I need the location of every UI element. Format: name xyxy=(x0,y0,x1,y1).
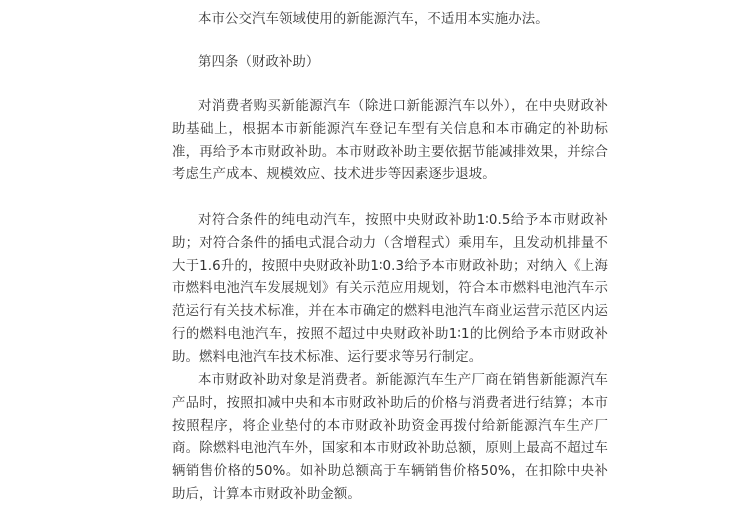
paragraph-subsidy-basis: 对消费者购买新能源汽车（除进口新能源汽车以外），在中央财政补助基础上，根据本市新能源汽车登记车型有关信息和本市确定的补助标准，再给予本市财政补助。本市财政补助主要依据节能减排效果，并综合考虑生产成本、规模效应、技术进步等因素逐步退坡。 xyxy=(172,99,608,183)
article-heading: 第四条（财政补助） xyxy=(198,55,320,70)
paragraph-bus-exclusion: 本市公交汽车领域使用的新能源汽车，不适用本实施办法。 xyxy=(198,12,549,27)
paragraph-subsidy-ratios: 对符合条件的纯电动汽车，按照中央财政补助1∶0.5给予本市财政补助；对符合条件的插电式混合动力（含增程式）乘用车，且发动机排量不大于1.6升的，按照中央财政补助1∶0.3给予本市财政补助；对纳入《上海市燃料电池汽车发展规划》有关示范应用规划，符合本市燃料电池汽车示范运行有关技术标准，并在本市确定的燃料电池汽车商业运营示范区内运行的燃料电池汽车，按照不超过中央财政补助1∶1的比例给予本市财政补助。燃料电池汽车技术标准、运行要求等另行制定。 xyxy=(172,213,608,365)
paragraph-subsidy-recipient: 本市财政补助对象是消费者。新能源汽车生产厂商在销售新能源汽车产品时，按照扣减中央和本市财政补助后的价格与消费者进行结算；本市按照程序，将企业垫付的本市财政补助资金再拨付给新能源汽车生产厂商。除燃料电池汽车外，国家和本市财政补助总额，原则上最高不超过车辆销售价格的50%。如补助总额高于车辆销售价格50%，在扣除中央补助后，计算本市财政补助金额。 xyxy=(172,373,608,502)
